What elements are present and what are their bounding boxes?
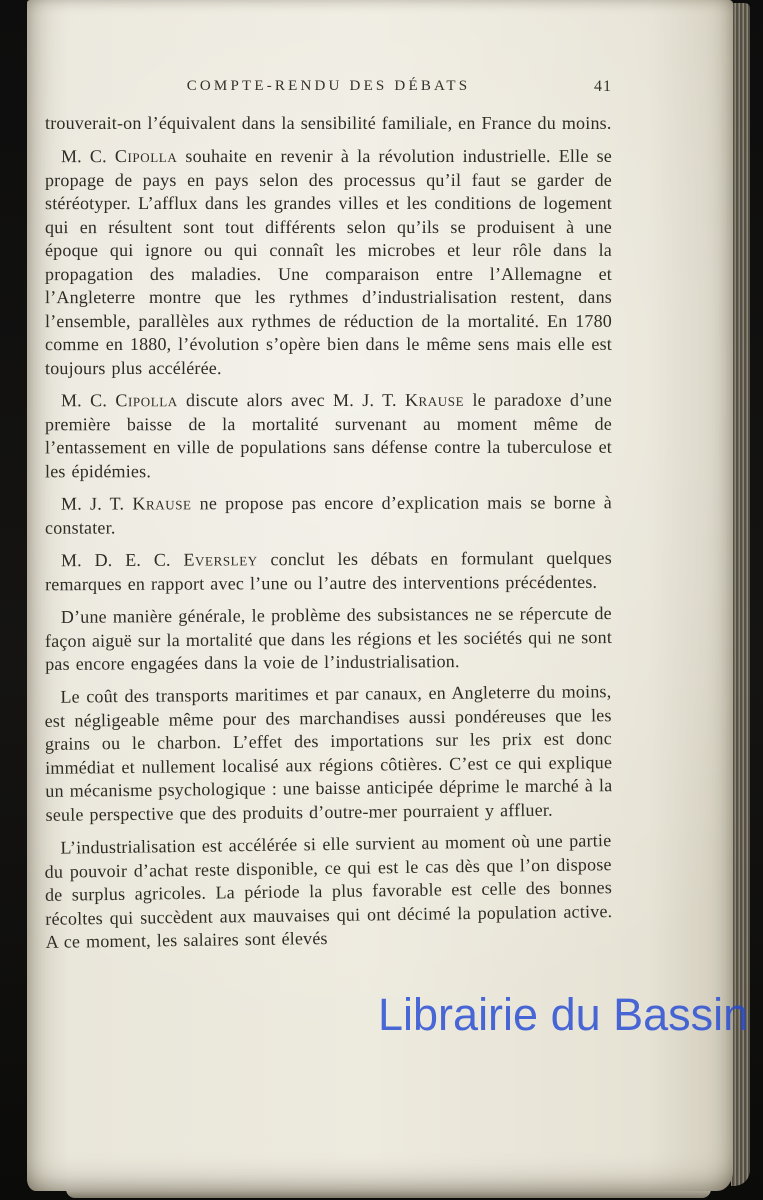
text-run: discute alors avec M. J. T. [177,389,405,410]
page-number: 41 [594,78,612,95]
paragraph [45,388,612,483]
text-run: le paradoxe d’une première baisse de la mortalité survenant au moment même de l’entassement en ville de populations sans défense contre la tuberculose et les épidémies. [44,389,613,481]
text-run: trouverait-on l’équivalent dans la sensibilité familiale, en France du moins. [45,113,612,133]
speaker-name: Krause [132,492,192,513]
text-run: M. C. [60,145,115,166]
text-run: Le coût des transports maritimes et par canaux, en Angleterre du moins, est négligeable même pour des marchandises aussi pondéreuses que les grains ou le charbon. L’effet des importations sur les prix est donc immédiat et nullement localisé aux régions côtières. C’est ce qui explique un mécanisme psychologique : une baisse anticipée déprime le marché à la seule perspective que des produits d’outre-mer pourraient y affluer. [44,681,613,825]
text-run: conclut les débats en formulant quelques remarques en rapport avec l’une ou l’autre des interventions précédentes. [45,547,612,594]
paragraph [45,144,612,379]
running-title: COMPTE-RENDU DES DÉBATS [186,78,471,94]
paragraph [44,680,612,827]
paragraph [45,112,612,136]
speaker-name: Eversley [183,548,258,570]
speaker-name: Krause [404,389,465,410]
text-column [45,112,612,960]
text-run: M. C. [60,389,116,410]
text-run: M. J. T. [60,492,133,514]
paragraph [45,546,612,596]
watermark: Librairie du Bassin [378,989,749,1040]
speaker-name: Cipolla [114,145,178,166]
paragraph [45,602,612,676]
book-page [27,0,749,1191]
text-run: L’industrialisation est accélérée si elle survient au moment où une partie du pouvoir d’achat reste disponible, ce qui est le cas dès que l’on dispose de surplus agricoles. La période la plus favorable est celle des bonnes récoltes qui succèdent aux mauvaises qui ont décimé la population active. A ce moment, les salaires sont élevés [44,830,613,952]
paragraph [45,491,612,539]
running-head [45,78,612,100]
speaker-name: Cipolla [115,389,178,410]
paragraph [44,829,613,954]
text-run: ne propose pas encore d’explication mais se borne à constater. [45,491,613,537]
text-run: souhaite en revenir à la révolution industrielle. Elle se propage de pays en pays selon des processus qu’il faut se garder de stéréotyper. L’afflux dans les grandes villes et les conditions de logement qui en résultent sont tout différents selon qu’ils se produisent à une époque qui ignore ou qui connaît les microbes et leur rôle dans la propagation des maladies. Une comparaison entre l’Allemagne et l’Angleterre montre que les rythmes d’industrialisation restent, dans l’ensemble, parallèles aux rythmes de réduction de la mortalité. En 1780 comme en 1880, l’évolution s’opère bien dans le même sens mais elle est toujours plus accélérée. [44,145,613,378]
text-run: M. D. E. C. [60,549,184,570]
text-run: D’une manière générale, le problème des subsistances ne se répercute de façon aiguë sur la mortalité que dans les régions et les sociétés qui ne sont pas encore engagées dans la voie de l’industrialisation. [44,602,613,674]
